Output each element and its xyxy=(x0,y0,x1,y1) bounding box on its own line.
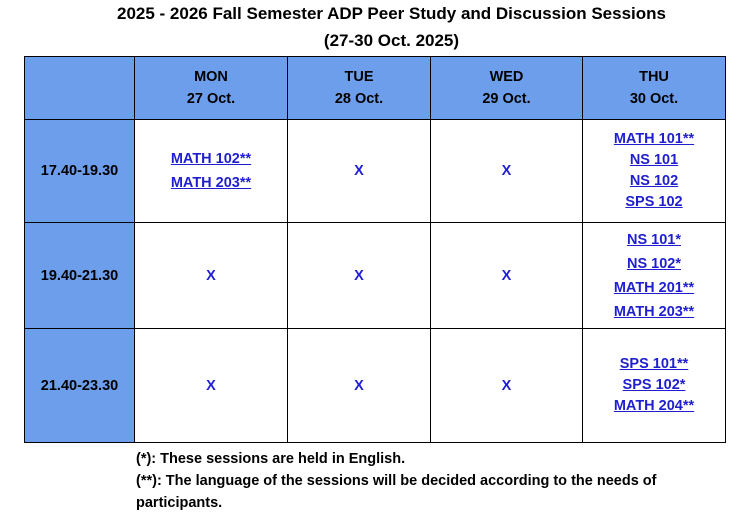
session-cell-wed xyxy=(431,120,583,223)
course-link[interactable]: MATH 201** xyxy=(613,279,695,296)
no-session-mark: X xyxy=(501,267,512,284)
course-link[interactable]: SPS 101** xyxy=(619,356,689,372)
course-link[interactable]: NS 102 xyxy=(629,173,679,189)
no-session-mark: X xyxy=(501,163,512,179)
no-session-mark: X xyxy=(354,163,364,179)
day-header-mon xyxy=(135,57,288,120)
day-date: 29 Oct. xyxy=(482,91,531,107)
no-session-mark: X xyxy=(206,267,216,284)
time-slot-label: 17.40-19.30 xyxy=(40,163,119,179)
corner-cell xyxy=(25,57,135,120)
course-link[interactable]: NS 101* xyxy=(626,231,681,248)
time-slot-label: 19.40-21.30 xyxy=(40,267,119,284)
day-name: MON xyxy=(194,69,228,85)
day-date: 30 Oct. xyxy=(629,91,679,107)
time-slot-cell xyxy=(25,223,135,329)
day-header-tue xyxy=(288,57,431,120)
course-link[interactable]: NS 102* xyxy=(626,255,681,272)
day-name: WED xyxy=(489,69,524,85)
day-date: 28 Oct. xyxy=(334,91,384,107)
table-row xyxy=(25,223,726,329)
session-cell-tue xyxy=(288,120,431,223)
course-link[interactable]: SPS 102 xyxy=(625,194,683,210)
course-link[interactable]: SPS 102* xyxy=(622,377,686,393)
day-header-wed xyxy=(431,57,583,120)
no-session-mark: X xyxy=(206,377,216,394)
day-name: THU xyxy=(639,69,669,85)
course-link[interactable]: MATH 203** xyxy=(613,303,695,320)
footnote-language: (**): The language of the sessions will be decided according to the needs of participants. xyxy=(136,473,657,511)
session-cell-wed xyxy=(431,223,583,329)
session-cell-wed xyxy=(431,329,583,443)
session-cell-mon xyxy=(135,329,288,443)
day-date: 27 Oct. xyxy=(186,91,236,107)
session-cell-tue xyxy=(288,329,431,443)
footnotes xyxy=(136,448,736,514)
session-cell-thu xyxy=(583,329,726,443)
course-link[interactable]: NS 101 xyxy=(629,152,679,168)
schedule-date-range: (27-30 Oct. 2025) xyxy=(323,31,460,50)
footnote-english: (*): These sessions are held in English. xyxy=(136,451,406,467)
schedule-table xyxy=(24,56,726,443)
time-slot-cell xyxy=(25,329,135,443)
time-slot-label: 21.40-23.30 xyxy=(40,377,119,394)
header-row xyxy=(25,57,726,120)
session-cell-thu xyxy=(583,120,726,223)
course-link[interactable]: MATH 203** xyxy=(170,175,252,191)
time-slot-cell xyxy=(25,120,135,223)
session-cell-mon xyxy=(135,223,288,329)
day-name: TUE xyxy=(344,69,374,85)
schedule-title: 2025 - 2026 Fall Semester ADP Peer Study and Discussion Sessions xyxy=(117,4,666,23)
course-link[interactable]: MATH 204** xyxy=(613,398,695,414)
no-session-mark: X xyxy=(354,377,364,394)
no-session-mark: X xyxy=(501,377,512,394)
no-session-mark: X xyxy=(354,267,364,284)
session-cell-mon xyxy=(135,120,288,223)
table-row xyxy=(25,329,726,443)
session-cell-thu xyxy=(583,223,726,329)
day-header-thu xyxy=(583,57,726,120)
course-link[interactable]: MATH 101** xyxy=(613,131,695,147)
table-row xyxy=(25,120,726,223)
session-cell-tue xyxy=(288,223,431,329)
course-link[interactable]: MATH 102** xyxy=(170,151,252,167)
